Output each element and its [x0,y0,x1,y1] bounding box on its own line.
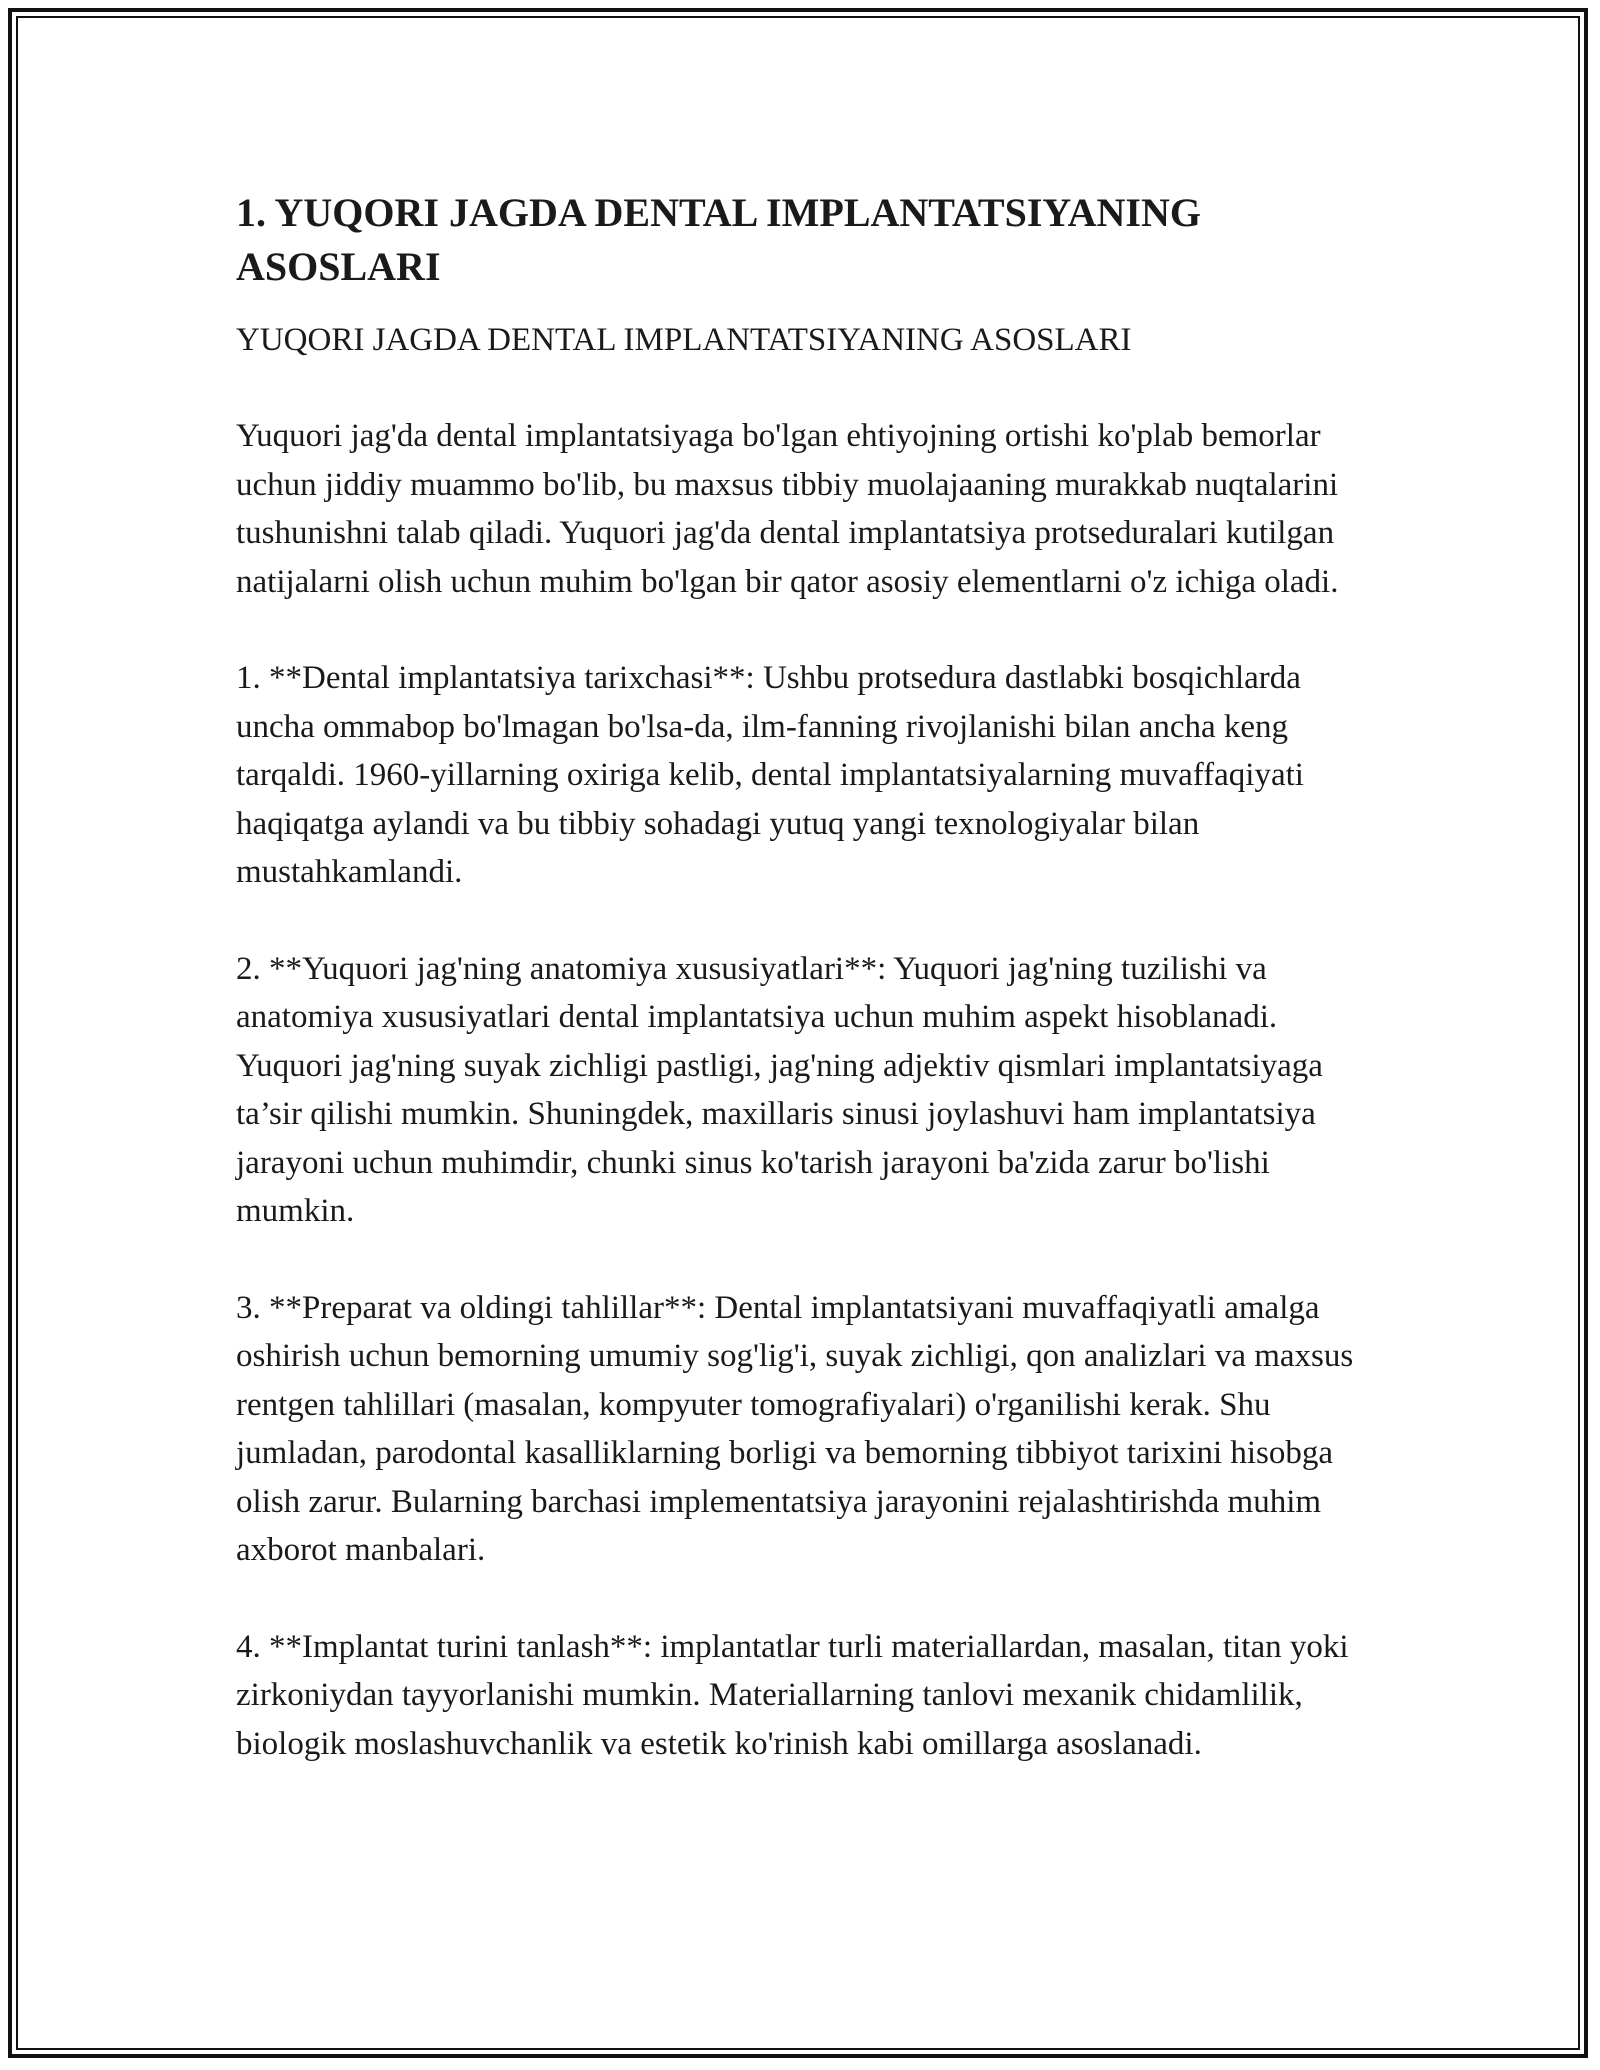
intro-paragraph: Yuquori jag'da dental implantatsiyaga bo'lgan ehtiyojning ortishi ko'plab bemorlar uchun jiddiy muammo bo'lib, bu maxsus tibbiy muolajaaning murakkab nuqtalarini tushunishni talab qiladi. Yuquori jag'da dental implantatsiya protseduralari kutilgan natijalarni olish uchun muhim bo'lgan bir qator asosiy elementlarni o'z ichiga oladi. [236,418,1339,600]
paragraph-anatomy: 2. **Yuquori jag'ning anatomiya xususiyatlari**: Yuquori jag'ning tuzilishi va anatomiya xususiyatlari dental implantatsiya uchun muhim aspekt hisoblanadi. Yuquori jag'ning suyak zichligi pastligi, jag'ning adjektiv qismlari implantatsiyaga ta’sir qilishi mumkin. Shuningdek, maxillaris sinusi joylashuvi ham implantatsiya jarayoni uchun muhimdir, chunki sinus ko'tarish jarayoni ba'zida zarur bo'lishi mumkin. [236,950,1323,1229]
document-subheading: YUQORI JAGDA DENTAL IMPLANTATSIYANING ASOSLARI [236,322,1132,358]
document-body [236,186,1376,1816]
paragraph-implant-type: 4. **Implantat turini tanlash**: implantatlar turli materiallardan, masalan, titan yoki zirkoniydan tayyorlanishi mumkin. Materiallarning tanlovi mexanik chidamlilik, biologik moslashuvchanlik va estetik ko'rinish kabi omillarga asoslanadi. [236,1628,1349,1762]
document-heading: 1. YUQORI JAGDA DENTAL IMPLANTATSIYANING ASOSLARI [236,190,1201,289]
paragraph-preparation: 3. **Preparat va oldingi tahlillar**: Dental implantatsiyani muvaffaqiyatli amalga oshirish uchun bemorning umumiy sog'lig'i, suyak zichligi, qon analizlari va maxsus rentgen tahlillari (masalan, kompyuter tomografiyalari) o'rganilishi kerak. Shu jumladan, parodontal kasalliklarning borligi va bemorning tibbiyot tarixini hisobga olish zarur. Bularning barchasi implementatsiya jarayonini rejalashtirishda muhim axborot manbalari. [236,1289,1354,1568]
paragraph-history: 1. **Dental implantatsiya tarixchasi**: Ushbu protsedura dastlabki bosqichlarda uncha ommabop bo'lmagan bo'lsa-da, ilm-fanning rivojlanishi bilan ancha keng tarqaldi. 1960-yillarning oxiriga kelib, dental implantatsiyalarning muvaffaqiyati haqiqatga aylandi va bu tibbiy sohadagi yutuq yangi texnologiyalar bilan mustahkamlandi. [236,660,1304,890]
